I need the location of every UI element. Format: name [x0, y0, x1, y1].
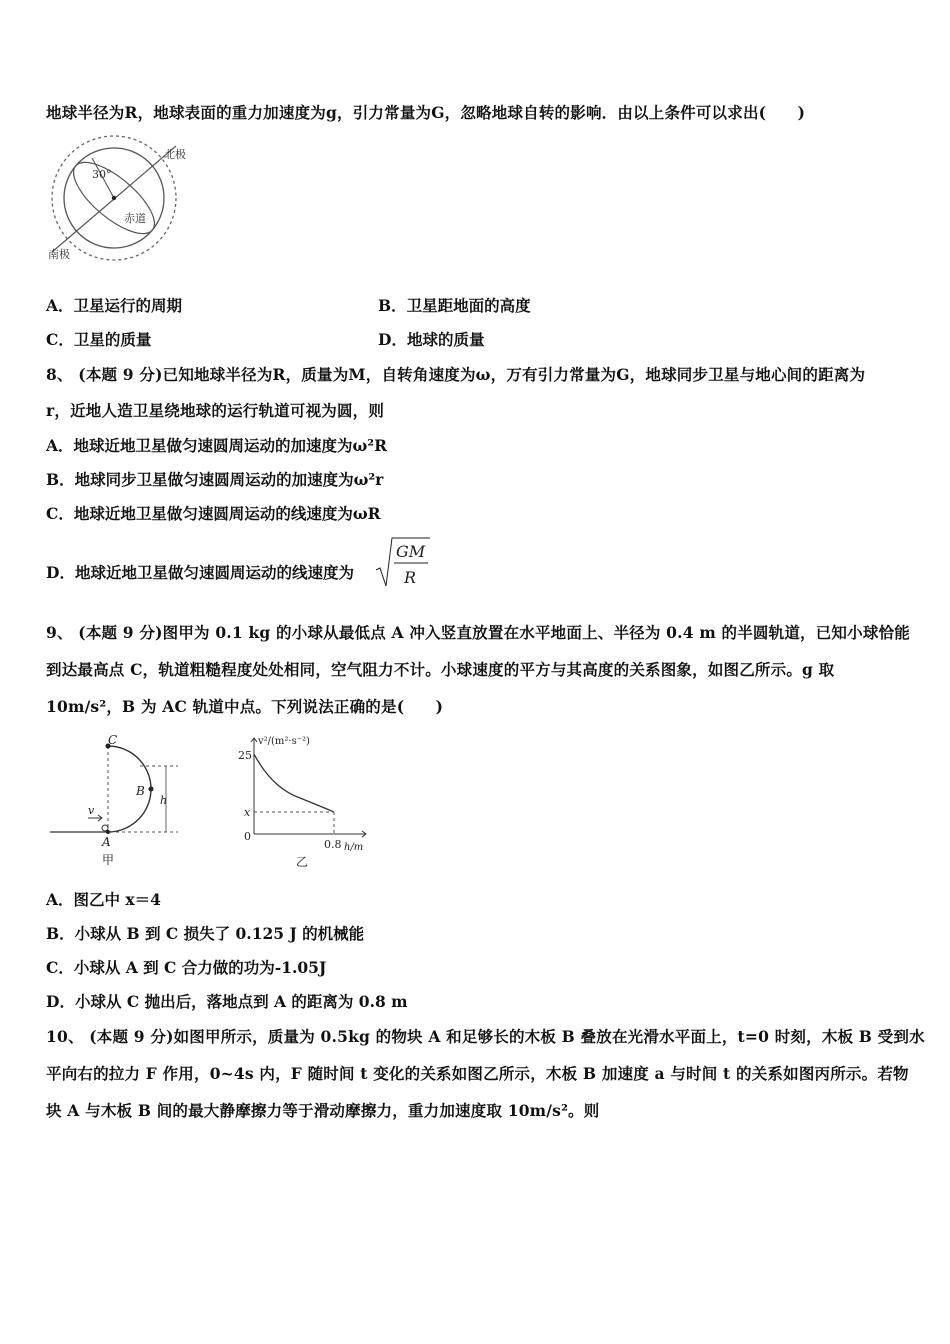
q9-option-a[interactable]: A．图乙中 x＝4 — [46, 890, 161, 909]
q8-stem-line2: r，近地人造卫星绕地球的运行轨道可视为圆，则 — [46, 401, 385, 420]
ball — [102, 825, 108, 831]
label-v: v — [88, 804, 95, 817]
q8-option-d-text: D．地球近地卫星做匀速圆周运动的线速度为 — [46, 563, 354, 582]
q7-option-d[interactable]: D．地球的质量 — [378, 330, 485, 349]
q7-option-b[interactable]: B．卫星距地面的高度 — [378, 296, 531, 315]
formula-denominator: R — [404, 568, 417, 587]
origin-label: 0 — [244, 830, 251, 843]
q9-option-c[interactable]: C．小球从 A 到 C 合力做的功为-1.05J — [46, 958, 327, 977]
caption-jia: 甲 — [102, 853, 115, 867]
v2-h-graph — [230, 732, 380, 872]
north-pole-label: 北极 — [164, 148, 186, 161]
label-c: C — [108, 733, 118, 747]
q8-option-d[interactable] — [46, 561, 354, 583]
q8-stem-line1: 8、 (本题 9 分)已知地球半径为R，质量为M，自转角速度为ω，万有引力常量为G，地球同步卫星与地心间的距离为 — [46, 365, 866, 384]
q8-option-c[interactable]: C．地球近地卫星做匀速圆周运动的线速度为ωR — [46, 504, 381, 523]
earth-satellite-figure — [44, 134, 204, 264]
x-tick-0-8: 0.8 — [324, 838, 342, 851]
q9-stem-line2: 到达最高点 C，轨道粗糙程度处处相同，空气阻力不计。小球速度的平方与其高度的关系图象，如图乙所示。g 取 — [46, 660, 835, 679]
q8-option-a[interactable]: A．地球近地卫星做匀速圆周运动的加速度为ω²R — [46, 436, 387, 455]
point-b — [149, 787, 154, 792]
y-axis-label: v²/(m²·s⁻²) — [258, 736, 310, 747]
point-a — [106, 830, 110, 834]
label-b: B — [136, 784, 145, 798]
q10-stem-line2: 平向右的拉力 F 作用，0~4s 内，F 随时间 t 变化的关系如图乙所示，木板 B 加速度 a 与时间 t 的关系如图丙所示。若物 — [46, 1064, 909, 1083]
formula-numerator: GM — [396, 542, 426, 561]
angle-label: 30° — [92, 168, 112, 181]
q9-stem-line3: 10m/s²，B 为 AC 轨道中点。下列说法正确的是( ) — [46, 697, 444, 716]
south-pole-label: 南极 — [48, 248, 70, 261]
semicircle-track-figure — [48, 732, 198, 872]
earth-center — [112, 196, 116, 200]
q9-option-d[interactable]: D．小球从 C 抛出后，落地点到 A 的距离为 0.8 m — [46, 992, 408, 1011]
q10-stem-line3: 块 A 与木板 B 间的最大静摩擦力等于滑动摩擦力，重力加速度取 10m/s²。则 — [46, 1101, 600, 1120]
caption-yi: 乙 — [296, 855, 309, 869]
label-h: h — [160, 794, 168, 807]
y-tick-x: x — [244, 806, 251, 819]
q7-option-c[interactable]: C．卫星的质量 — [46, 330, 152, 349]
q7-option-a[interactable]: A．卫星运行的周期 — [46, 296, 183, 315]
q8-option-b[interactable]: B．地球同步卫星做匀速圆周运动的加速度为ω²r — [46, 470, 384, 489]
sqrt-gm-over-r-formula — [374, 534, 434, 590]
q7-stem: 地球半径为R，地球表面的重力加速度为g，引力常量为G，忽略地球自转的影响．由以上条件可以求出( ) — [46, 103, 806, 122]
equator-label: 赤道 — [124, 212, 146, 225]
y-tick-25: 25 — [238, 749, 252, 762]
label-a: A — [102, 835, 111, 849]
v2-h-curve — [254, 754, 334, 812]
x-axis-unit: h/m — [344, 842, 364, 853]
q10-stem-line1: 10、 (本题 9 分)如图甲所示，质量为 0.5kg 的物块 A 和足够长的木板 B 叠放在光滑水平面上，t=0 时刻，木板 B 受到水 — [46, 1027, 925, 1046]
q9-stem-line1: 9、 (本题 9 分)图甲为 0.1 kg 的小球从最低点 A 冲入竖直放置在水平地面上、半径为 0.4 m 的半圆轨道，已知小球恰能 — [46, 623, 910, 642]
q9-option-b[interactable]: B．小球从 B 到 C 损失了 0.125 J 的机械能 — [46, 924, 365, 943]
